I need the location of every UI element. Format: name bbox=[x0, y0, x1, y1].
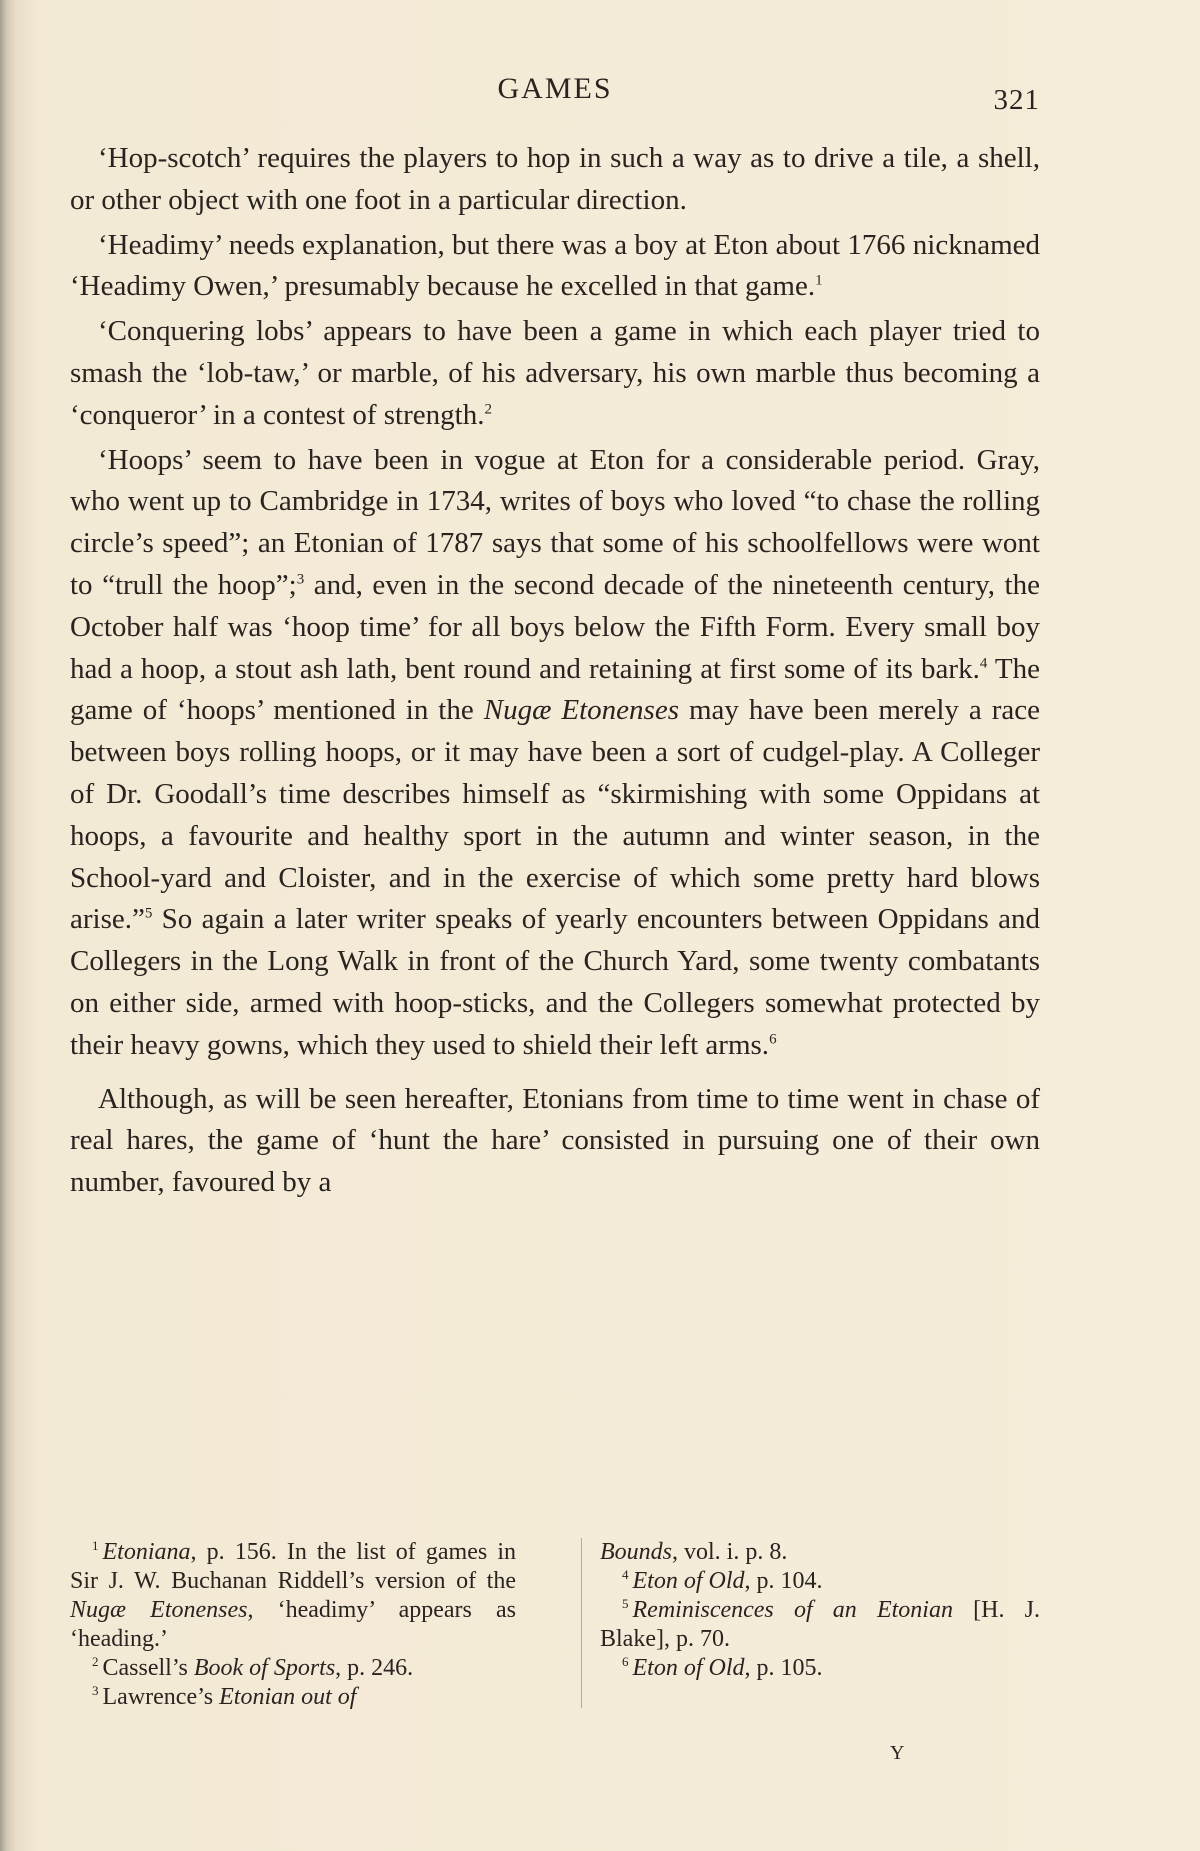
footnote bbox=[600, 1596, 1040, 1654]
footnote-reference: 6 bbox=[622, 1654, 629, 1669]
text-run: , p. 246. bbox=[335, 1655, 414, 1681]
text-run: and, even in the second decade of the nineteenth century, the October half was ‘hoop time’ for all boys below the Fifth Form. Every small boy had a hoop, a stout ash lath, bent round and retaining at first some of its bark. bbox=[70, 568, 1040, 685]
footnote bbox=[600, 1654, 1040, 1683]
italic-title: Etonian out of bbox=[219, 1684, 357, 1710]
footnote-reference: 4 bbox=[979, 654, 988, 671]
signature-mark: Y bbox=[890, 1742, 906, 1764]
text-run: Lawrence’s bbox=[102, 1684, 220, 1710]
footnote-reference: 3 bbox=[92, 1683, 99, 1698]
paragraph-hunt-the-hare bbox=[70, 1079, 1040, 1204]
text-run: ‘Conquering lobs’ appears to have been a game in which each player tried to smash the ‘lob-taw,’ or marble, of his adversary, his own marble thus becoming a ‘conqueror’ in a contest of strength. bbox=[70, 315, 1040, 431]
footnote bbox=[600, 1567, 1040, 1596]
footnote-reference: 5 bbox=[144, 905, 153, 922]
footnote-reference: 5 bbox=[622, 1596, 629, 1611]
paragraph-conquering-lobs bbox=[70, 311, 1040, 436]
footnote bbox=[70, 1683, 516, 1712]
footnote-reference: 3 bbox=[296, 571, 305, 588]
footnote bbox=[70, 1654, 516, 1683]
italic-title: Etoniana bbox=[102, 1539, 191, 1565]
text-run: So again a later writer speaks of yearly encounters between Oppidans and Collegers in the Long Walk in front of the Church Yard, some twenty combatants on either side, armed with hoop-sticks, and the Collegers somewhat protected by their heavy gowns, which they used to shield their left arms. bbox=[70, 903, 1040, 1061]
italic-title: Book of Sports bbox=[193, 1655, 336, 1681]
running-head: GAMES bbox=[497, 72, 613, 105]
text-run: ‘Headimy’ needs explanation, but there was a boy at Eton about 1766 nicknamed ‘Headimy Owen,’ presumably because he excelled in that game. bbox=[70, 228, 1040, 303]
text-run: , ‘headimy’ appears as ‘heading.’ bbox=[70, 1597, 517, 1652]
footnotes-left-column bbox=[70, 1538, 516, 1708]
text-run: may have been merely a race between boys rolling hoops, or it may have been a sort of cudgel-play. A Colleger of Dr. Goodall’s time describes himself as “skirmishing with some Oppidans at hoops, a favourite and healthy sport in the autumn and winter season, in the School-yard and Cloister, and in the exercise of which some pretty hard blows arise.” bbox=[70, 694, 1040, 936]
text-run: [H. J. Blake], p. 70. bbox=[600, 1597, 1040, 1652]
text-run: The game of ‘hoops’ mentioned in the bbox=[70, 652, 1040, 727]
italic-title: Eton of Old bbox=[632, 1655, 745, 1681]
footnote-reference: 1 bbox=[92, 1538, 99, 1553]
paragraph-hoops bbox=[70, 440, 1040, 1067]
body-text bbox=[70, 138, 1040, 1204]
page-header bbox=[70, 72, 1040, 122]
italic-title: Bounds bbox=[600, 1539, 672, 1565]
footnote-reference: 2 bbox=[484, 401, 492, 418]
text-run: , p. 104. bbox=[744, 1568, 823, 1594]
page-number: 321 bbox=[993, 84, 1040, 116]
footnotes-right-column bbox=[581, 1538, 1040, 1708]
text-run: Cassell’s bbox=[102, 1655, 194, 1681]
italic-title: Reminiscences of an Etonian bbox=[632, 1597, 953, 1623]
text-run: ‘Hop-scotch’ requires the players to hop in such a way as to drive a tile, a shell, or other object with one foot in a particular direction. bbox=[70, 142, 1040, 216]
text-run: Although, as will be seen hereafter, Etonians from time to time went in chase of real hares, the game of ‘hunt the hare’ consisted in pursuing one of their own number, favoured by a bbox=[70, 1082, 1040, 1199]
paragraph-headimy bbox=[70, 225, 1040, 309]
footnote bbox=[600, 1538, 1040, 1567]
footnote-reference: 4 bbox=[622, 1567, 629, 1582]
footnote-reference: 2 bbox=[92, 1654, 99, 1669]
text-run: , p. 105. bbox=[744, 1655, 823, 1681]
text-run: ‘Hoops’ seem to have been in vogue at Eton for a considerable period. Gray, who went up to Cambridge in 1734, writes of boys who loved “to chase the rolling circle’s speed”; an Etonian of 1787 says that some of his schoolfellows were wont to “trull the hoop”; bbox=[70, 443, 1040, 601]
footnote-reference: 1 bbox=[815, 272, 823, 289]
italic-title: Nugæ Etonenses bbox=[70, 1597, 248, 1623]
italic-title: Eton of Old bbox=[632, 1568, 745, 1594]
paragraph-hop-scotch bbox=[70, 138, 1040, 222]
footnote bbox=[70, 1538, 516, 1654]
text-run: , vol. i. p. 8. bbox=[672, 1539, 788, 1565]
footnote-reference: 6 bbox=[769, 1031, 777, 1048]
footnotes bbox=[70, 1538, 1040, 1708]
text-run: , p. 156. In the list of games in Sir J. W. Buchanan Riddell’s version of the bbox=[70, 1539, 516, 1594]
italic-title: Nugæ Etonenses bbox=[483, 694, 679, 727]
